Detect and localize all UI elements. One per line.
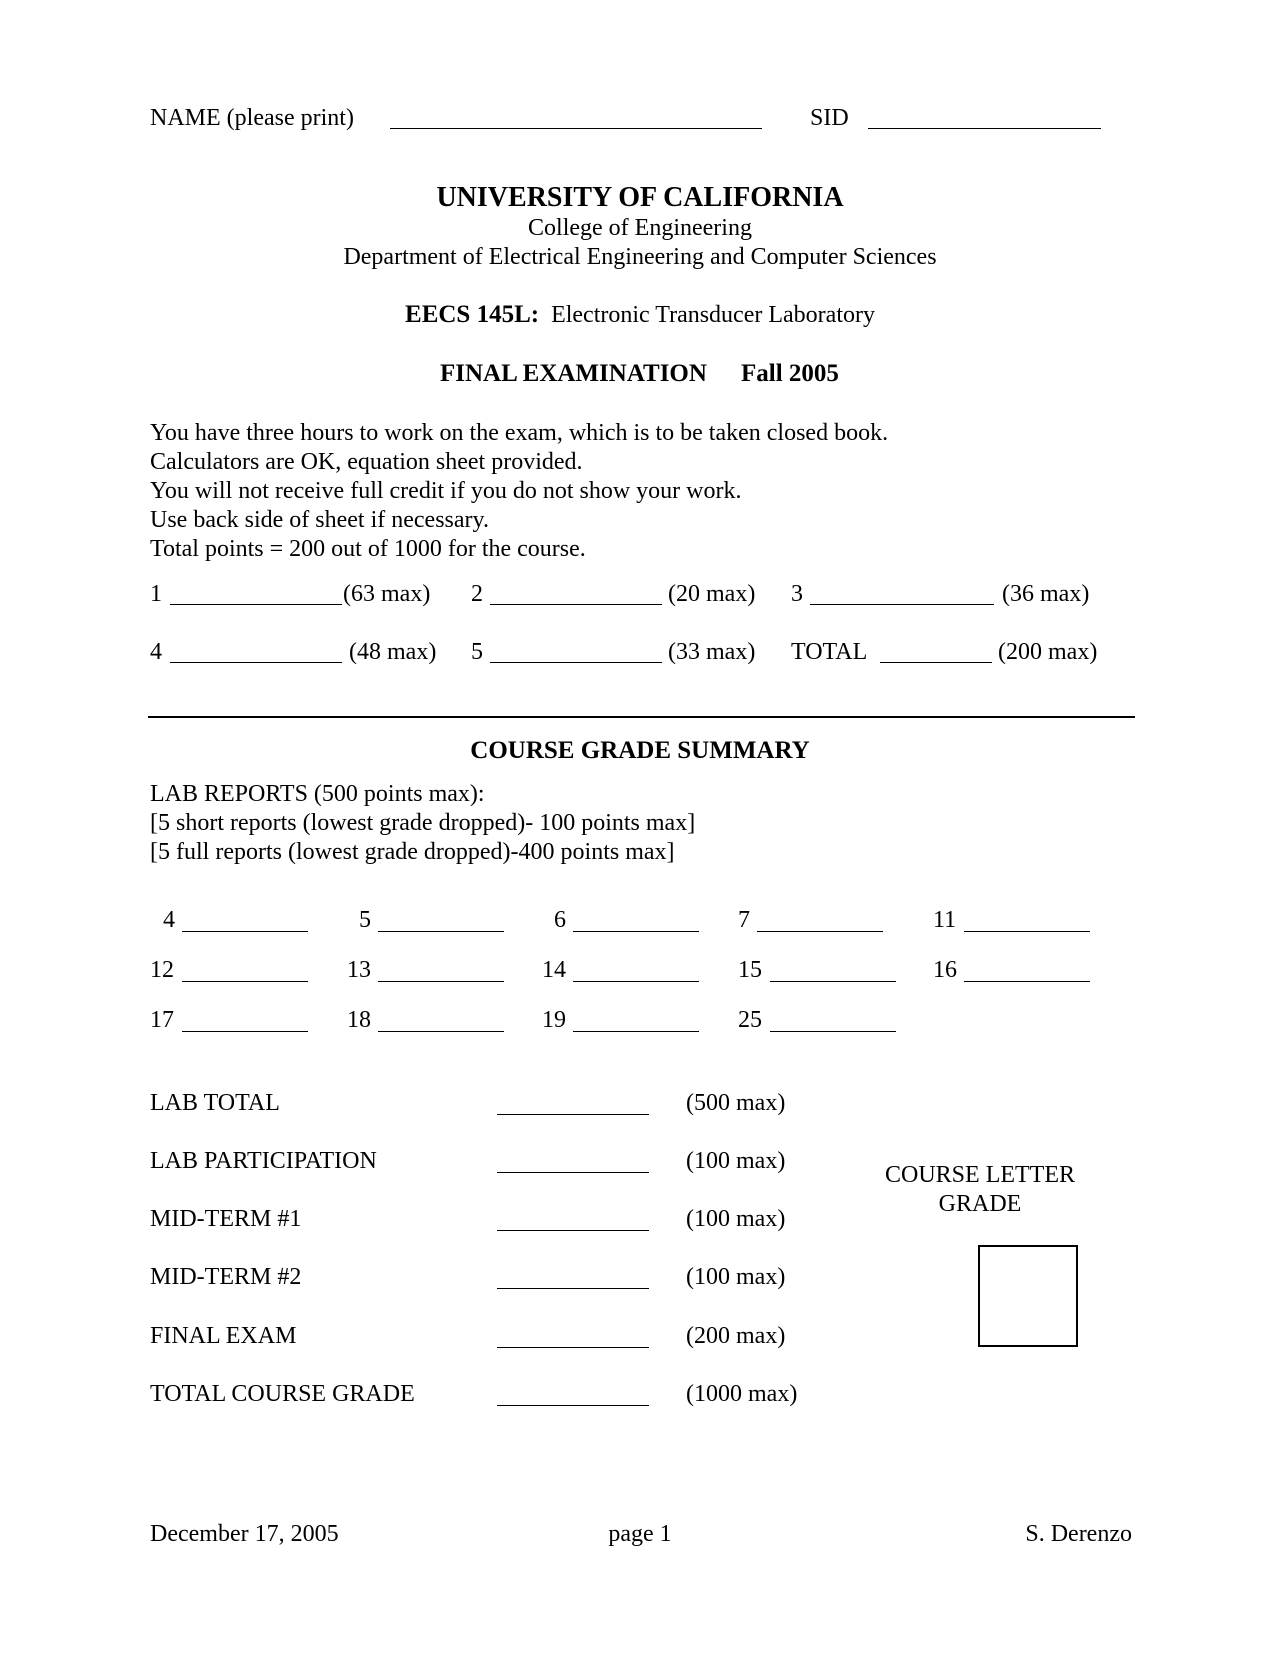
q4-label: 4 <box>150 639 162 665</box>
instruction-line: Total points = 200 out of 1000 for the course. <box>150 536 586 562</box>
lab-score-field[interactable] <box>770 981 896 982</box>
final-exam-max: (200 max) <box>686 1323 786 1349</box>
course-line <box>0 302 1280 327</box>
lab-total-label: LAB TOTAL <box>150 1090 280 1116</box>
university-title: UNIVERSITY OF CALIFORNIA <box>436 182 844 213</box>
q3-score-field[interactable] <box>810 604 994 605</box>
q1-max: (63 max) <box>343 581 431 607</box>
q5-label: 5 <box>471 639 483 665</box>
footer-date: December 17, 2005 <box>150 1521 339 1547</box>
lab-score-field[interactable] <box>182 981 308 982</box>
lab-total-max: (500 max) <box>686 1090 786 1116</box>
lab-score-field[interactable] <box>964 981 1090 982</box>
footer-author: S. Derenzo <box>1025 1521 1132 1547</box>
name-label: NAME (please print) <box>150 105 354 131</box>
lab-number: 15 <box>738 957 762 983</box>
lab-score-field[interactable] <box>964 931 1090 932</box>
instruction-line: Calculators are OK, equation sheet provided. <box>150 449 583 475</box>
lab-number: 7 <box>738 907 750 933</box>
lab-score-field[interactable] <box>378 931 504 932</box>
total-max: (200 max) <box>998 639 1098 665</box>
lab-total-field[interactable] <box>497 1114 649 1115</box>
exam-title: FINAL EXAMINATION <box>440 360 707 387</box>
q3-max: (36 max) <box>1002 581 1090 607</box>
midterm2-label: MID-TERM #2 <box>150 1264 302 1290</box>
q2-score-field[interactable] <box>490 604 662 605</box>
lab-number: 17 <box>150 1007 174 1033</box>
lab-score-field[interactable] <box>378 1031 504 1032</box>
q1-score-field[interactable] <box>170 604 342 605</box>
full-reports-note: [5 full reports (lowest grade dropped)-400 points max] <box>150 839 675 865</box>
college-name: College of Engineering <box>528 215 752 241</box>
q2-max: (20 max) <box>668 581 756 607</box>
lab-number: 13 <box>347 957 371 983</box>
lab-score-field[interactable] <box>573 981 699 982</box>
total-score-field[interactable] <box>880 662 992 663</box>
final-exam-label: FINAL EXAM <box>150 1323 297 1349</box>
total-course-grade-label: TOTAL COURSE GRADE <box>150 1381 415 1407</box>
lab-reports-heading: LAB REPORTS (500 points max): <box>150 781 485 807</box>
lab-number: 19 <box>542 1007 566 1033</box>
instruction-line: You will not receive full credit if you do not show your work. <box>150 478 742 504</box>
lab-number: 25 <box>738 1007 762 1033</box>
section-divider <box>148 716 1135 718</box>
midterm1-field[interactable] <box>497 1230 649 1231</box>
lab-number: 18 <box>347 1007 371 1033</box>
lab-number: 4 <box>163 907 175 933</box>
exam-term: Fall 2005 <box>741 360 839 387</box>
lab-participation-max: (100 max) <box>686 1148 786 1174</box>
q2-label: 2 <box>471 581 483 607</box>
q4-max: (48 max) <box>349 639 437 665</box>
lab-score-field[interactable] <box>182 931 308 932</box>
lab-score-field[interactable] <box>573 1031 699 1032</box>
midterm1-label: MID-TERM #1 <box>150 1206 302 1232</box>
lab-score-field[interactable] <box>757 931 883 932</box>
course-code: EECS 145L: <box>405 301 540 328</box>
letter-grade-box[interactable] <box>978 1245 1078 1347</box>
total-course-grade-max: (1000 max) <box>686 1381 798 1407</box>
letter-grade-label-2: GRADE <box>938 1191 1022 1217</box>
lab-number: 6 <box>554 907 566 933</box>
q5-max: (33 max) <box>668 639 756 665</box>
lab-number: 14 <box>542 957 566 983</box>
footer-page: page 1 <box>608 1521 672 1547</box>
total-label: TOTAL <box>791 639 868 665</box>
total-course-grade-field[interactable] <box>497 1405 649 1406</box>
lab-number: 5 <box>359 907 371 933</box>
lab-score-field[interactable] <box>770 1031 896 1032</box>
name-field[interactable] <box>390 128 762 129</box>
lab-score-field[interactable] <box>378 981 504 982</box>
midterm2-field[interactable] <box>497 1288 649 1289</box>
midterm2-max: (100 max) <box>686 1264 786 1290</box>
q3-label: 3 <box>791 581 803 607</box>
q5-score-field[interactable] <box>490 662 662 663</box>
instruction-line: Use back side of sheet if necessary. <box>150 507 489 533</box>
course-name: Electronic Transducer Laboratory <box>551 302 875 328</box>
sid-field[interactable] <box>868 128 1101 129</box>
lab-number: 12 <box>150 957 174 983</box>
instruction-line: You have three hours to work on the exam, which is to be taken closed book. <box>150 420 889 446</box>
final-exam-field[interactable] <box>497 1347 649 1348</box>
lab-participation-label: LAB PARTICIPATION <box>150 1148 377 1174</box>
lab-score-field[interactable] <box>182 1031 308 1032</box>
lab-score-field[interactable] <box>573 931 699 932</box>
summary-heading: COURSE GRADE SUMMARY <box>470 737 810 764</box>
q4-score-field[interactable] <box>170 662 342 663</box>
letter-grade-label: COURSE LETTER <box>885 1162 1075 1188</box>
q1-label: 1 <box>150 581 162 607</box>
midterm1-max: (100 max) <box>686 1206 786 1232</box>
lab-number: 11 <box>933 907 957 933</box>
department-name: Department of Electrical Engineering and Computer Sciences <box>343 244 937 270</box>
lab-number: 16 <box>933 957 957 983</box>
sid-label: SID <box>810 105 849 131</box>
lab-participation-field[interactable] <box>497 1172 649 1173</box>
short-reports-note: [5 short reports (lowest grade dropped)- 100 points max] <box>150 810 696 836</box>
